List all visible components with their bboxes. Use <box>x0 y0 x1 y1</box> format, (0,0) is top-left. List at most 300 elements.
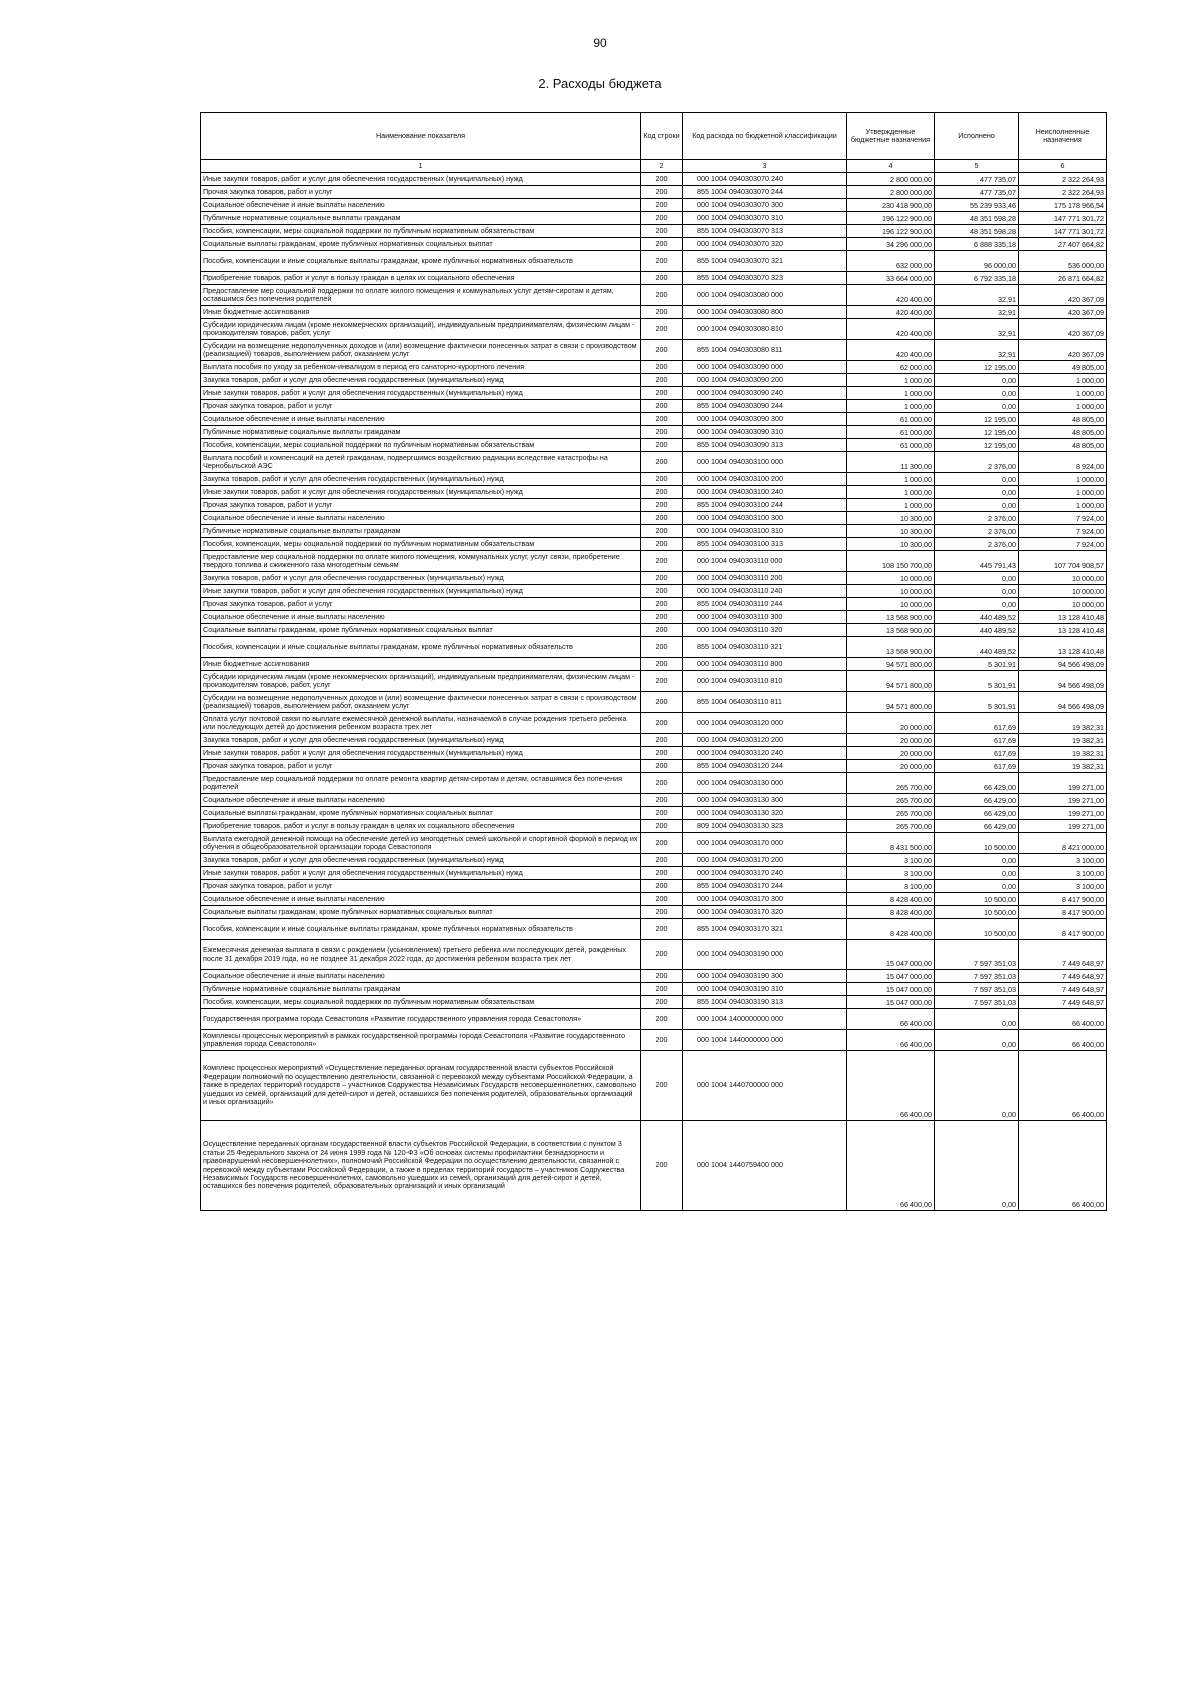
unexecuted-amount-cell: 1 000,00 <box>1019 473 1107 486</box>
unexecuted-amount-cell: 48 805,00 <box>1019 413 1107 426</box>
approved-amount-cell: 1 000,00 <box>847 387 935 400</box>
unexecuted-amount-cell: 420 367,09 <box>1019 306 1107 319</box>
approved-amount-cell: 10 300,00 <box>847 525 935 538</box>
classification-code-cell: 000 1004 0940303110 320 <box>683 624 847 637</box>
line-code-cell: 200 <box>641 940 683 970</box>
indicator-name-cell: Прочая закупка товаров, работ и услуг <box>201 400 641 413</box>
unexecuted-amount-cell: 10 000,00 <box>1019 572 1107 585</box>
approved-amount-cell: 1 000,00 <box>847 374 935 387</box>
indicator-name-cell: Прочая закупка товаров, работ и услуг <box>201 186 641 199</box>
unexecuted-amount-cell: 26 871 664,82 <box>1019 272 1107 285</box>
indicator-name-cell: Субсидии на возмещение недополученных доходов и (или) возмещение фактически понесенных затрат в связи с производством (реализацией) товаров, выполнением работ, оказанием услуг <box>201 692 641 713</box>
approved-amount-cell: 196 122 900,00 <box>847 225 935 238</box>
executed-amount-cell: 617,69 <box>935 747 1019 760</box>
table-row <box>201 426 1107 439</box>
indicator-name-cell: Прочая закупка товаров, работ и услуг <box>201 880 641 893</box>
approved-amount-cell: 94 571 800,00 <box>847 671 935 692</box>
executed-amount-cell: 66 429,00 <box>935 794 1019 807</box>
line-code-cell: 200 <box>641 499 683 512</box>
approved-amount-cell: 13 568 900,00 <box>847 611 935 624</box>
classification-code-cell: 000 1004 0940303070 300 <box>683 199 847 212</box>
approved-amount-cell: 15 047 000,00 <box>847 940 935 970</box>
table-row <box>201 970 1107 983</box>
unexecuted-amount-cell: 19 382,31 <box>1019 734 1107 747</box>
approved-amount-cell: 108 150 700,00 <box>847 551 935 572</box>
approved-amount-cell: 3 100,00 <box>847 867 935 880</box>
unexecuted-amount-cell: 7 449 648,97 <box>1019 970 1107 983</box>
indicator-name-cell: Иные закупки товаров, работ и услуг для обеспечения государственных (муниципальных) нужд <box>201 173 641 186</box>
executed-amount-cell: 445 791,43 <box>935 551 1019 572</box>
classification-code-cell: 000 1004 0940303090 300 <box>683 413 847 426</box>
classification-code-cell: 855 1004 0940303100 313 <box>683 538 847 551</box>
indicator-name-cell: Социальные выплаты гражданам, кроме публичных нормативных социальных выплат <box>201 906 641 919</box>
indicator-name-cell: Пособия, компенсации, меры социальной поддержки по публичным нормативным обязательствам <box>201 996 641 1009</box>
approved-amount-cell: 20 000,00 <box>847 734 935 747</box>
line-code-cell: 200 <box>641 1030 683 1051</box>
executed-amount-cell: 0,00 <box>935 400 1019 413</box>
table-row <box>201 538 1107 551</box>
executed-amount-cell: 440 489,52 <box>935 611 1019 624</box>
table-row <box>201 585 1107 598</box>
line-code-cell: 200 <box>641 713 683 734</box>
table-row <box>201 306 1107 319</box>
table-body <box>201 173 1107 1211</box>
table-row <box>201 173 1107 186</box>
table-row <box>201 747 1107 760</box>
line-code-cell: 200 <box>641 212 683 225</box>
header-line-code: Код строки <box>641 113 683 160</box>
line-code-cell: 200 <box>641 996 683 1009</box>
unexecuted-amount-cell: 94 566 498,09 <box>1019 671 1107 692</box>
executed-amount-cell: 10 500,00 <box>935 833 1019 854</box>
line-code-cell: 200 <box>641 773 683 794</box>
indicator-name-cell: Закупка товаров, работ и услуг для обеспечения государственных (муниципальных) нужд <box>201 854 641 867</box>
line-code-cell: 200 <box>641 1121 683 1211</box>
unexecuted-amount-cell: 13 128 410,48 <box>1019 637 1107 658</box>
line-code-cell: 200 <box>641 734 683 747</box>
unexecuted-amount-cell: 10 000,00 <box>1019 585 1107 598</box>
line-code-cell: 200 <box>641 854 683 867</box>
table-row <box>201 1051 1107 1121</box>
approved-amount-cell: 61 000,00 <box>847 426 935 439</box>
executed-amount-cell: 0,00 <box>935 374 1019 387</box>
unexecuted-amount-cell: 107 704 908,57 <box>1019 551 1107 572</box>
approved-amount-cell: 3 100,00 <box>847 854 935 867</box>
line-code-cell: 200 <box>641 525 683 538</box>
classification-code-cell: 000 1004 0940303130 000 <box>683 773 847 794</box>
table-row <box>201 212 1107 225</box>
unexecuted-amount-cell: 147 771 301,72 <box>1019 225 1107 238</box>
executed-amount-cell: 440 489,52 <box>935 624 1019 637</box>
table-row <box>201 186 1107 199</box>
column-number: 4 <box>847 160 935 173</box>
unexecuted-amount-cell: 8 924,00 <box>1019 452 1107 473</box>
classification-code-cell: 855 1004 0640303110 811 <box>683 692 847 713</box>
line-code-cell: 200 <box>641 637 683 658</box>
approved-amount-cell: 420 400,00 <box>847 340 935 361</box>
line-code-cell: 200 <box>641 671 683 692</box>
line-code-cell: 200 <box>641 374 683 387</box>
approved-amount-cell: 230 418 900,00 <box>847 199 935 212</box>
unexecuted-amount-cell: 3 100,00 <box>1019 880 1107 893</box>
indicator-name-cell: Публичные нормативные социальные выплаты гражданам <box>201 983 641 996</box>
indicator-name-cell: Социальные выплаты гражданам, кроме публичных нормативных социальных выплат <box>201 624 641 637</box>
indicator-name-cell: Прочая закупка товаров, работ и услуг <box>201 598 641 611</box>
approved-amount-cell: 94 571 800,00 <box>847 692 935 713</box>
classification-code-cell: 000 1004 1440000000 000 <box>683 1030 847 1051</box>
classification-code-cell: 000 1004 0940303110 240 <box>683 585 847 598</box>
header-name: Наименование показателя <box>201 113 641 160</box>
classification-code-cell: 000 1004 0940303070 310 <box>683 212 847 225</box>
executed-amount-cell: 48 351 598,28 <box>935 225 1019 238</box>
classification-code-cell: 000 1004 0940303100 300 <box>683 512 847 525</box>
indicator-name-cell: Оплата услуг почтовой связи по выплате ежемесячной денежной выплаты, назначаемой в случае рождения третьего ребенка или последующих детей до достижения ребенком возраста трех лет <box>201 713 641 734</box>
executed-amount-cell: 2 376,00 <box>935 525 1019 538</box>
table-row <box>201 374 1107 387</box>
line-code-cell: 200 <box>641 760 683 773</box>
executed-amount-cell: 12 195,00 <box>935 413 1019 426</box>
column-number-row <box>201 160 1107 173</box>
approved-amount-cell: 2 800 000,00 <box>847 173 935 186</box>
table-row <box>201 251 1107 272</box>
column-number: 5 <box>935 160 1019 173</box>
indicator-name-cell: Социальное обеспечение и иные выплаты населению <box>201 413 641 426</box>
approved-amount-cell: 66 400,00 <box>847 1051 935 1121</box>
line-code-cell: 200 <box>641 692 683 713</box>
classification-code-cell: 000 1004 0940303170 240 <box>683 867 847 880</box>
approved-amount-cell: 15 047 000,00 <box>847 983 935 996</box>
line-code-cell: 200 <box>641 225 683 238</box>
unexecuted-amount-cell: 536 000,00 <box>1019 251 1107 272</box>
unexecuted-amount-cell: 420 367,09 <box>1019 319 1107 340</box>
line-code-cell: 200 <box>641 306 683 319</box>
header-classification-code: Код расхода по бюджетной классификации <box>683 113 847 160</box>
indicator-name-cell: Иные закупки товаров, работ и услуг для обеспечения государственных (муниципальных) нужд <box>201 486 641 499</box>
classification-code-cell: 000 1004 0940303080 810 <box>683 319 847 340</box>
unexecuted-amount-cell: 7 449 648,97 <box>1019 940 1107 970</box>
classification-code-cell: 000 1004 0940303170 000 <box>683 833 847 854</box>
indicator-name-cell: Выплата ежегодной денежной помощи на обеспечение детей из многодетных семей школьной и спортивной формой в период их обучения в общеобразовательной организации города Севастополя <box>201 833 641 854</box>
unexecuted-amount-cell: 7 449 648,97 <box>1019 996 1107 1009</box>
indicator-name-cell: Субсидии юридическим лицам (кроме некоммерческих организаций), индивидуальным предпринимателям, физическим лицам - производителям товаров, работ, услуг <box>201 319 641 340</box>
executed-amount-cell: 7 597 351,03 <box>935 983 1019 996</box>
table-row <box>201 387 1107 400</box>
indicator-name-cell: Закупка товаров, работ и услуг для обеспечения государственных (муниципальных) нужд <box>201 572 641 585</box>
unexecuted-amount-cell: 199 271,00 <box>1019 794 1107 807</box>
table-row <box>201 867 1107 880</box>
indicator-name-cell: Иные закупки товаров, работ и услуг для обеспечения государственных (муниципальных) нужд <box>201 867 641 880</box>
classification-code-cell: 000 1004 0940303120 000 <box>683 713 847 734</box>
table-row <box>201 400 1107 413</box>
approved-amount-cell: 33 664 000,00 <box>847 272 935 285</box>
classification-code-cell: 000 1004 0940303130 300 <box>683 794 847 807</box>
classification-code-cell: 000 1004 0940303110 810 <box>683 671 847 692</box>
indicator-name-cell: Пособия, компенсации и иные социальные выплаты гражданам, кроме публичных нормативных обязательств <box>201 637 641 658</box>
classification-code-cell: 855 1004 0940303170 244 <box>683 880 847 893</box>
approved-amount-cell: 8 431 500,00 <box>847 833 935 854</box>
approved-amount-cell: 265 700,00 <box>847 773 935 794</box>
approved-amount-cell: 265 700,00 <box>847 794 935 807</box>
executed-amount-cell: 2 376,00 <box>935 538 1019 551</box>
line-code-cell: 200 <box>641 919 683 940</box>
unexecuted-amount-cell: 7 924,00 <box>1019 525 1107 538</box>
indicator-name-cell: Комплекс процессных мероприятий «Осуществление переданных органам государственной власти субъектов Российской Федерации полномочий по осуществлению деятельности, связанной с перевозкой между субъектами Российской Федерации, а также в пределах территорий государств – участников Содружества Независимых Государств несовершеннолетних, самовольно ушедших из семей, организаций для детей-сирот и детей, оставшихся без попечения родителей, образовательных организаций и иных организаций» <box>201 1051 641 1121</box>
line-code-cell: 200 <box>641 747 683 760</box>
approved-amount-cell: 61 000,00 <box>847 439 935 452</box>
unexecuted-amount-cell: 1 000,00 <box>1019 387 1107 400</box>
line-code-cell: 200 <box>641 880 683 893</box>
line-code-cell: 200 <box>641 585 683 598</box>
table-row <box>201 983 1107 996</box>
executed-amount-cell: 0,00 <box>935 880 1019 893</box>
column-number: 2 <box>641 160 683 173</box>
classification-code-cell: 000 1004 0940303080 000 <box>683 285 847 306</box>
unexecuted-amount-cell: 2 322 264,93 <box>1019 173 1107 186</box>
indicator-name-cell: Приобретение товаров, работ и услуг в пользу граждан в целях их социального обеспечения <box>201 272 641 285</box>
table-row <box>201 551 1107 572</box>
indicator-name-cell: Иные закупки товаров, работ и услуг для обеспечения государственных (муниципальных) нужд <box>201 387 641 400</box>
executed-amount-cell: 0,00 <box>935 486 1019 499</box>
unexecuted-amount-cell: 1 000,00 <box>1019 499 1107 512</box>
table-row <box>201 572 1107 585</box>
table-row <box>201 272 1107 285</box>
classification-code-cell: 000 1004 0940303090 240 <box>683 387 847 400</box>
line-code-cell: 200 <box>641 820 683 833</box>
classification-code-cell: 000 1004 0940303170 300 <box>683 893 847 906</box>
line-code-cell: 200 <box>641 512 683 525</box>
line-code-cell: 200 <box>641 473 683 486</box>
approved-amount-cell: 2 800 000,00 <box>847 186 935 199</box>
indicator-name-cell: Социальные выплаты гражданам, кроме публичных нормативных социальных выплат <box>201 807 641 820</box>
indicator-name-cell: Закупка товаров, работ и услуг для обеспечения государственных (муниципальных) нужд <box>201 374 641 387</box>
table-row <box>201 906 1107 919</box>
budget-expenditure-table <box>200 112 1107 1211</box>
indicator-name-cell: Социальное обеспечение и иные выплаты населению <box>201 970 641 983</box>
executed-amount-cell: 0,00 <box>935 499 1019 512</box>
approved-amount-cell: 8 428 400,00 <box>847 906 935 919</box>
unexecuted-amount-cell: 7 924,00 <box>1019 512 1107 525</box>
line-code-cell: 200 <box>641 186 683 199</box>
classification-code-cell: 000 1004 0940303070 320 <box>683 238 847 251</box>
approved-amount-cell: 15 047 000,00 <box>847 996 935 1009</box>
executed-amount-cell: 617,69 <box>935 734 1019 747</box>
line-code-cell: 200 <box>641 238 683 251</box>
unexecuted-amount-cell: 1 000,00 <box>1019 374 1107 387</box>
approved-amount-cell: 20 000,00 <box>847 747 935 760</box>
approved-amount-cell: 66 400,00 <box>847 1030 935 1051</box>
line-code-cell: 200 <box>641 340 683 361</box>
line-code-cell: 200 <box>641 867 683 880</box>
classification-code-cell: 855 1004 0940303100 244 <box>683 499 847 512</box>
unexecuted-amount-cell: 66 400,00 <box>1019 1051 1107 1121</box>
executed-amount-cell: 12 195,00 <box>935 426 1019 439</box>
executed-amount-cell: 32,91 <box>935 306 1019 319</box>
unexecuted-amount-cell: 48 805,00 <box>1019 426 1107 439</box>
indicator-name-cell: Социальные выплаты гражданам, кроме публичных нормативных социальных выплат <box>201 238 641 251</box>
unexecuted-amount-cell: 49 805,00 <box>1019 361 1107 374</box>
indicator-name-cell: Иные бюджетные ассигнования <box>201 306 641 319</box>
approved-amount-cell: 62 000,00 <box>847 361 935 374</box>
table-row <box>201 340 1107 361</box>
executed-amount-cell: 0,00 <box>935 1121 1019 1211</box>
unexecuted-amount-cell: 66 400,00 <box>1019 1121 1107 1211</box>
table-row <box>201 413 1107 426</box>
table-row <box>201 611 1107 624</box>
indicator-name-cell: Пособия, компенсации и иные социальные выплаты гражданам, кроме публичных нормативных обязательств <box>201 919 641 940</box>
indicator-name-cell: Предоставление мер социальной поддержки по оплате ремонта квартир детям-сиротам и детям, оставшимся без попечения родителей <box>201 773 641 794</box>
classification-code-cell: 000 1004 0940303120 200 <box>683 734 847 747</box>
classification-code-cell: 000 1004 0940303110 300 <box>683 611 847 624</box>
unexecuted-amount-cell: 7 449 648,97 <box>1019 983 1107 996</box>
executed-amount-cell: 440 489,52 <box>935 637 1019 658</box>
approved-amount-cell: 94 571 800,00 <box>847 658 935 671</box>
approved-amount-cell: 10 000,00 <box>847 572 935 585</box>
classification-code-cell: 000 1004 0940303190 300 <box>683 970 847 983</box>
classification-code-cell: 855 1004 0940303090 313 <box>683 439 847 452</box>
unexecuted-amount-cell: 3 100,00 <box>1019 867 1107 880</box>
unexecuted-amount-cell: 1 000,00 <box>1019 486 1107 499</box>
line-code-cell: 200 <box>641 426 683 439</box>
approved-amount-cell: 34 296 000,00 <box>847 238 935 251</box>
table-row <box>201 760 1107 773</box>
approved-amount-cell: 196 122 900,00 <box>847 212 935 225</box>
header-executed: Исполнено <box>935 113 1019 160</box>
line-code-cell: 200 <box>641 611 683 624</box>
classification-code-cell: 000 1004 1440759400 000 <box>683 1121 847 1211</box>
line-code-cell: 200 <box>641 551 683 572</box>
column-number: 6 <box>1019 160 1107 173</box>
executed-amount-cell: 32,91 <box>935 285 1019 306</box>
approved-amount-cell: 66 400,00 <box>847 1121 935 1211</box>
approved-amount-cell: 11 300,00 <box>847 452 935 473</box>
classification-code-cell: 000 1004 0940303090 000 <box>683 361 847 374</box>
classification-code-cell: 855 1004 0940303070 313 <box>683 225 847 238</box>
approved-amount-cell: 10 300,00 <box>847 538 935 551</box>
executed-amount-cell: 0,00 <box>935 1030 1019 1051</box>
executed-amount-cell: 6 792 335,18 <box>935 272 1019 285</box>
executed-amount-cell: 96 000,00 <box>935 251 1019 272</box>
line-code-cell: 200 <box>641 361 683 374</box>
indicator-name-cell: Публичные нормативные социальные выплаты гражданам <box>201 525 641 538</box>
line-code-cell: 200 <box>641 272 683 285</box>
unexecuted-amount-cell: 66 400,00 <box>1019 1009 1107 1030</box>
unexecuted-amount-cell: 8 417 900,00 <box>1019 893 1107 906</box>
indicator-name-cell: Осуществление переданных органам государственной власти субъектов Российской Федерации, в соответствии с пунктом 3 статьи 25 Федерального закона от 24 июня 1999 года № 120-ФЗ «Об основах системы профилактики безнадзорности и правонарушений несовершеннолетних», полномочий Российской Федерации по осуществлению деятельности, связанной с перевозкой между субъектами Российской Федерации, а также в пределах территорий государств – участников Содружества Независимых Государств несовершеннолетних, самовольно ушедших из семей, организаций для детей-сирот и детей, оставшихся без попечения родителей, образовательных организаций и иных организаций <box>201 1121 641 1211</box>
executed-amount-cell: 5 301,91 <box>935 658 1019 671</box>
indicator-name-cell: Предоставление мер социальной поддержки по оплате жилого помещения и коммунальных услуг детям-сиротам и детям, оставшимся без попечения родителей <box>201 285 641 306</box>
classification-code-cell: 000 1004 0940303190 310 <box>683 983 847 996</box>
unexecuted-amount-cell: 8 417 900,00 <box>1019 919 1107 940</box>
executed-amount-cell: 66 429,00 <box>935 773 1019 794</box>
line-code-cell: 200 <box>641 400 683 413</box>
unexecuted-amount-cell: 19 382,31 <box>1019 760 1107 773</box>
line-code-cell: 200 <box>641 486 683 499</box>
table-row <box>201 996 1107 1009</box>
table-row <box>201 940 1107 970</box>
classification-code-cell: 000 1004 0940303110 800 <box>683 658 847 671</box>
classification-code-cell: 000 1004 1440700000 000 <box>683 1051 847 1121</box>
unexecuted-amount-cell: 8 417 900,00 <box>1019 906 1107 919</box>
indicator-name-cell: Социальное обеспечение и иные выплаты населению <box>201 893 641 906</box>
approved-amount-cell: 420 400,00 <box>847 306 935 319</box>
classification-code-cell: 000 1004 0940303120 240 <box>683 747 847 760</box>
executed-amount-cell: 66 429,00 <box>935 807 1019 820</box>
table-row <box>201 833 1107 854</box>
line-code-cell: 200 <box>641 572 683 585</box>
approved-amount-cell: 61 000,00 <box>847 413 935 426</box>
indicator-name-cell: Пособия, компенсации, меры социальной поддержки по публичным нормативным обязательствам <box>201 439 641 452</box>
approved-amount-cell: 420 400,00 <box>847 285 935 306</box>
table-row <box>201 820 1107 833</box>
line-code-cell: 200 <box>641 173 683 186</box>
executed-amount-cell: 617,69 <box>935 713 1019 734</box>
classification-code-cell: 000 1004 0940303170 320 <box>683 906 847 919</box>
unexecuted-amount-cell: 2 322 264,93 <box>1019 186 1107 199</box>
line-code-cell: 200 <box>641 251 683 272</box>
line-code-cell: 200 <box>641 387 683 400</box>
indicator-name-cell: Иные закупки товаров, работ и услуг для обеспечения государственных (муниципальных) нужд <box>201 585 641 598</box>
executed-amount-cell: 48 351 598,28 <box>935 212 1019 225</box>
indicator-name-cell: Социальное обеспечение и иные выплаты населению <box>201 512 641 525</box>
classification-code-cell: 000 1004 0940303190 000 <box>683 940 847 970</box>
classification-code-cell: 855 1004 0940303070 323 <box>683 272 847 285</box>
table-row <box>201 199 1107 212</box>
approved-amount-cell: 265 700,00 <box>847 820 935 833</box>
indicator-name-cell: Выплата пособия по уходу за ребенком-инвалидом в период его санаторно-курортного лечения <box>201 361 641 374</box>
approved-amount-cell: 8 428 400,00 <box>847 919 935 940</box>
unexecuted-amount-cell: 10 000,00 <box>1019 598 1107 611</box>
executed-amount-cell: 0,00 <box>935 387 1019 400</box>
unexecuted-amount-cell: 94 566 498,09 <box>1019 658 1107 671</box>
approved-amount-cell: 15 047 000,00 <box>847 970 935 983</box>
approved-amount-cell: 3 100,00 <box>847 880 935 893</box>
indicator-name-cell: Иные закупки товаров, работ и услуг для обеспечения государственных (муниципальных) нужд <box>201 747 641 760</box>
classification-code-cell: 855 1004 0940303190 313 <box>683 996 847 1009</box>
table-row <box>201 807 1107 820</box>
unexecuted-amount-cell: 48 805,00 <box>1019 439 1107 452</box>
unexecuted-amount-cell: 420 367,09 <box>1019 340 1107 361</box>
approved-amount-cell: 1 000,00 <box>847 486 935 499</box>
classification-code-cell: 000 1004 0940303070 240 <box>683 173 847 186</box>
header-row <box>201 113 1107 160</box>
table-row <box>201 713 1107 734</box>
executed-amount-cell: 32,91 <box>935 319 1019 340</box>
approved-amount-cell: 1 000,00 <box>847 473 935 486</box>
line-code-cell: 200 <box>641 199 683 212</box>
executed-amount-cell: 10 500,00 <box>935 919 1019 940</box>
table-row <box>201 452 1107 473</box>
executed-amount-cell: 55 239 933,46 <box>935 199 1019 212</box>
executed-amount-cell: 32,91 <box>935 340 1019 361</box>
classification-code-cell: 855 1004 0940303120 244 <box>683 760 847 773</box>
table-row <box>201 919 1107 940</box>
executed-amount-cell: 0,00 <box>935 585 1019 598</box>
classification-code-cell: 000 1004 0940303080 800 <box>683 306 847 319</box>
indicator-name-cell: Выплата пособий и компенсаций на детей гражданам, подвергшимся воздействию радиации вследствие катастрофы на Чернобыльской АЭС <box>201 452 641 473</box>
unexecuted-amount-cell: 199 271,00 <box>1019 807 1107 820</box>
table-row <box>201 1009 1107 1030</box>
executed-amount-cell: 7 597 351,03 <box>935 940 1019 970</box>
table-row <box>201 486 1107 499</box>
unexecuted-amount-cell: 13 128 410,48 <box>1019 611 1107 624</box>
approved-amount-cell: 10 000,00 <box>847 585 935 598</box>
indicator-name-cell: Иные бюджетные ассигнования <box>201 658 641 671</box>
table-row <box>201 473 1107 486</box>
classification-code-cell: 855 1004 0940303070 321 <box>683 251 847 272</box>
table-row <box>201 225 1107 238</box>
table-row <box>201 854 1107 867</box>
classification-code-cell: 000 1004 1400000000 000 <box>683 1009 847 1030</box>
